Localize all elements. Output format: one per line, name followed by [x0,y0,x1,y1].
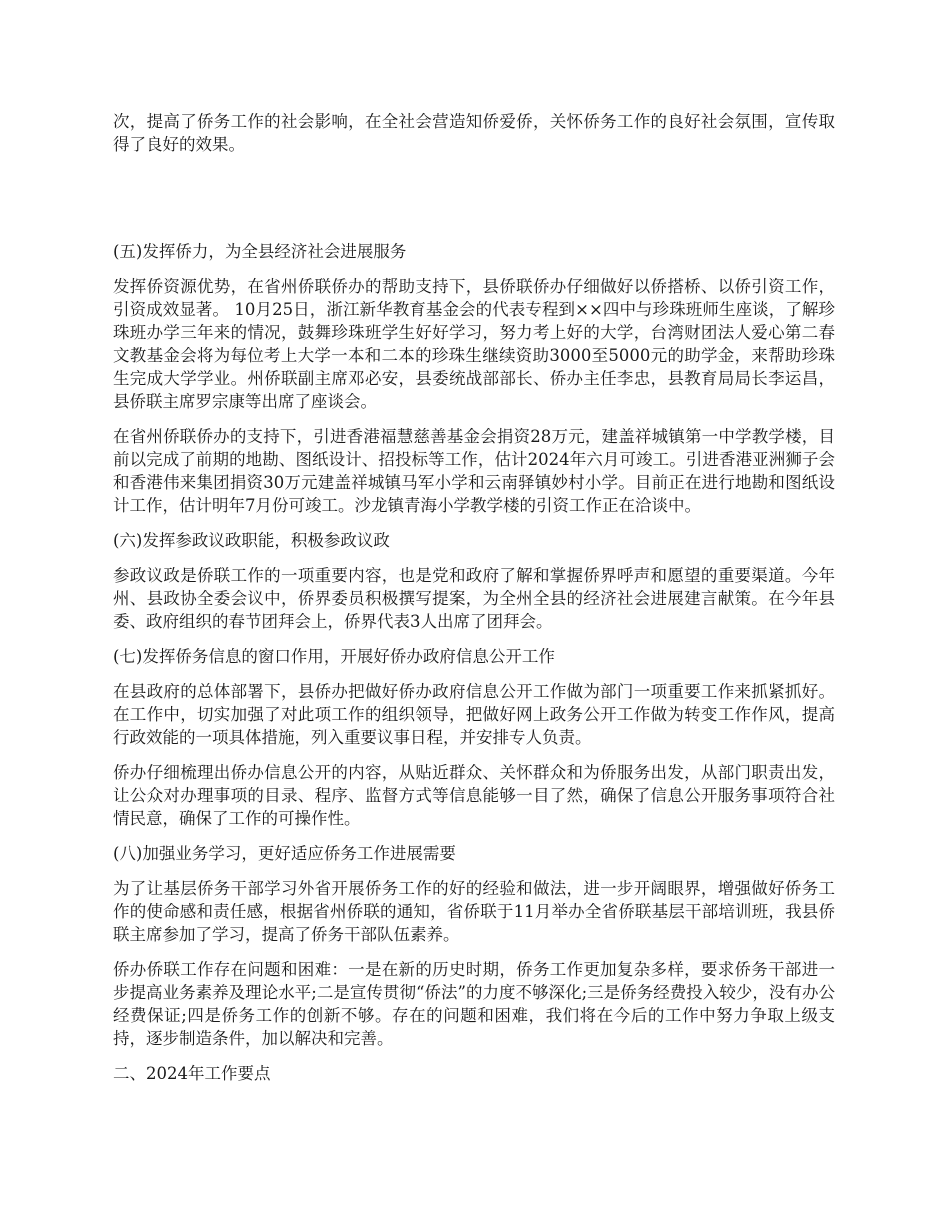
document-page [113,110,835,1097]
paragraph-training: 为了让基层侨务干部学习外省开展侨务工作的好的经验和做法，进一步开阔眼界，增强做好侨务工作的使命感和责任感，根据省州侨联的通知，省侨联于11月举办全省侨联基层干部培训班，我县侨联主席参加了学习，提高了侨务干部队伍素养。 [113,879,835,944]
paragraph-info-disclosure: 在县政府的总体部署下，县侨办把做好侨办政府信息公开工作做为部门一项重要工作来抓紧抓好。在工作中，切实加强了对此项工作的组织领导，把做好网上政务公开工作做为转变工作作风，提高行政效能的一项具体措施，列入重要议事日程，并安排专人负责。 [113,682,835,747]
section-heading-5: (五)发挥侨力，为全县经济社会进展服务 [113,242,407,261]
paragraph-info-content: 侨办仔细梳理出侨办信息公开的内容，从贴近群众、关怀群众和为侨服务出发，从部门职责出发，让公众对办理事项的目录、程序、监督方式等信息能够一目了然，确保了信息公开服务事项符合社情民意，确保了工作的可操作性。 [113,763,835,828]
paragraph-problems: 侨办侨联工作存在问题和困难：一是在新的历史时期，侨务工作更加复杂多样，要求侨务干部进一步提高业务素养及理论水平;二是宣传贯彻“侨法”的力度不够深化;三是侨务经费投入较少，没有办公经费保证;四是侨务工作的创新不够。存在的问题和困难，我们将在今后的工作中努力争取上级支持，逐步制造条件，加以解决和完善。 [113,960,835,1048]
section-heading-7: (七)发挥侨务信息的窗口作用，开展好侨办政府信息公开工作 [113,647,555,666]
section-heading-2024: 二、2024年工作要点 [113,1064,271,1083]
section-heading-6: (六)发挥参政议政职能，积极参政议政 [113,531,390,550]
paragraph-school-funding: 在省州侨联侨办的支持下，引进香港福慧慈善基金会捐资28万元，建盖祥城镇第一中学教学楼，目前以完成了前期的地勘、图纸设计、招投标等工作，估计2024年六月可竣工。引进香港亚洲狮子会和香港伟来集团捐资30万元建盖祥城镇马军小学和云南驿镇妙村小学。目前正在进行地勘和图纸设计工作，估计明年7月份可竣工。沙龙镇青海小学教学楼的引资工作正在洽谈中。 [113,427,835,515]
paragraph-investment: 发挥侨资源优势，在省州侨联侨办的帮助支持下，县侨联侨办仔细做好以侨搭桥、以侨引资工作，引资成效显著。 10月25日，浙江新华教育基金会的代表专程到××四中与珍珠班师生座谈，了解珍珠班办学三年来的情况，鼓舞珍珠班学生好好学习，努力考上好的大学，台湾财团法人爱心第二春文教基金会将为每位考上大学一本和二本的珍珠生继续资助3000至5000元的助学金，来帮助珍珠生完成大学学业。州侨联副主席邓必安，县委统战部部长、侨办主任李忠，县教育局局长李运昌，县侨联主席罗宗康等出席了座谈会。 [113,277,835,411]
spacer [113,156,835,240]
paragraph-political: 参政议政是侨联工作的一项重要内容，也是党和政府了解和掌握侨界呼声和愿望的重要渠道。今年州、县政协全委会议中，侨界委员积极撰写提案，为全州全县的经济社会进展建言献策。在今年县委、政府组织的春节团拜会上，侨界代表3人出席了团拜会。 [113,566,835,631]
paragraph-continuation: 次，提高了侨务工作的社会影响，在全社会营造知侨爱侨，关怀侨务工作的良好社会氛围，宣传取得了良好的效果。 [113,112,835,154]
section-heading-8: (八)加强业务学习，更好适应侨务工作进展需要 [113,844,456,863]
